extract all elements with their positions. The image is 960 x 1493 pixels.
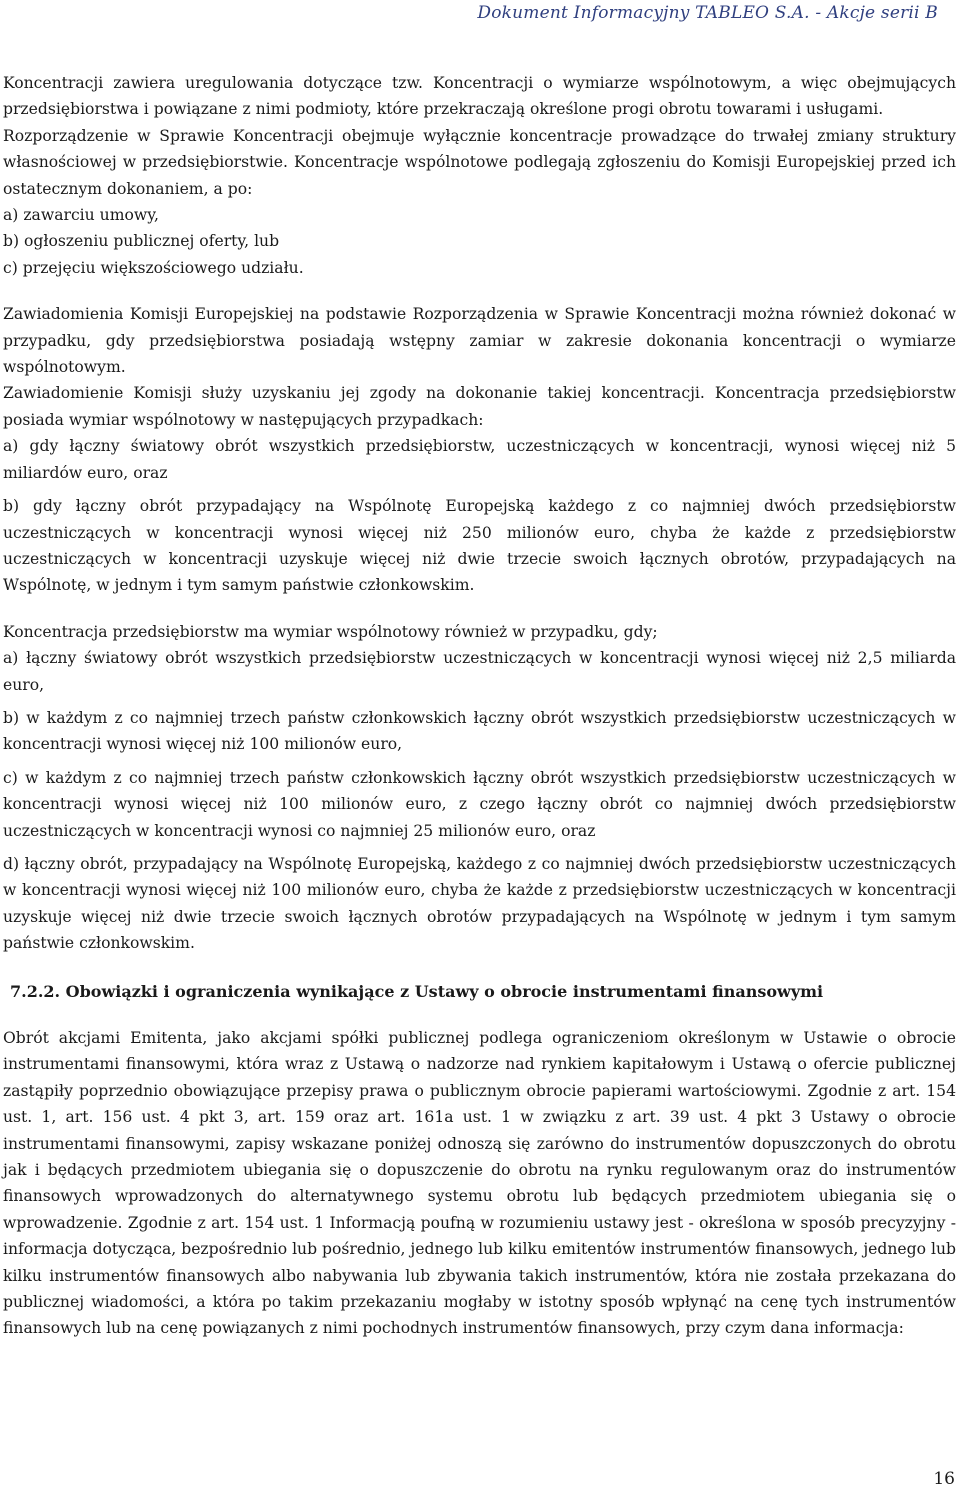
paragraph: Koncentracji zawiera uregulowania dotyczące tzw. Koncentracji o wymiarze wspólnotowym, a więc obejmujących przedsiębiorstwa i powiązane z nimi podmioty, które przekraczają określone progi obrotu towarami i usługami. bbox=[3, 74, 956, 119]
list-item: a) zawarciu umowy, bbox=[3, 206, 159, 225]
paragraph: Zawiadomienie Komisji służy uzyskaniu jej zgody na dokonanie takiej koncentracji. Koncentracja przedsiębiorstw posiada wymiar wspólnotowy w następujących przypadkach: bbox=[3, 384, 956, 429]
list-item: d) łączny obrót, przypadający na Wspólnotę Europejską, każdego z co najmniej dwóch przedsiębiorstw uczestniczących w koncentracji wynosi więcej niż 100 milionów euro, chyba że każde z przedsiębiorstw uczestniczących w koncentracji uzyskuje więcej niż dwie trzecie swoich łącznych obrotów przypadających na Wspólnotę w jednym i tym samym państwie członkowskim. bbox=[3, 854, 956, 953]
document-body bbox=[3, 70, 956, 1342]
list-item: c) przejęciu większościowego udziału. bbox=[3, 258, 304, 277]
document-header: Dokument Informacyjny TABLEO S.A. - Akcje serii B bbox=[477, 3, 938, 23]
paragraph: Rozporządzenie w Sprawie Koncentracji obejmuje wyłącznie koncentracje prowadzące do trwałej zmiany struktury własnościowej w przedsiębiorstwie. Koncentracje wspólnotowe podlegają zgłoszeniu do Komisji Europejskiej przed ich ostatecznym dokonaniem, a po: bbox=[3, 126, 956, 198]
paragraph: Zawiadomienia Komisji Europejskiej na podstawie Rozporządzenia w Sprawie Koncentracji można również dokonać w przypadku, gdy przedsiębiorstwa posiadają wstępny zamiar w zakresie dokonania koncentracji o wymiarze wspólnotowym. bbox=[3, 305, 956, 377]
page-number: 16 bbox=[933, 1469, 955, 1489]
section-heading: 7.2.2. Obowiązki i ograniczenia wynikające z Ustawy o obrocie instrumentami finansowymi bbox=[10, 981, 824, 1001]
list-item: b) w każdym z co najmniej trzech państw członkowskich łączny obrót wszystkich przedsiębiorstw uczestniczących w koncentracji wynosi więcej niż 100 milionów euro, bbox=[3, 708, 956, 754]
list-item: b) gdy łączny obrót przypadający na Wspólnotę Europejską każdego z co najmniej dwóch przedsiębiorstw uczestniczących w koncentracji wynosi więcej niż 250 milionów euro, chyba że każde z przedsiębiorstw uczestniczących w koncentracji uzyskuje więcej niż dwie trzecie swoich łącznych obrotów, przypadających na Wspólnotę, w jednym i tym samym państwie członkowskim. bbox=[3, 497, 956, 595]
list-item: b) ogłoszeniu publicznej oferty, lub bbox=[3, 232, 280, 251]
list-item: c) w każdym z co najmniej trzech państw członkowskich łączny obrót wszystkich przedsiębiorstw uczestniczących w koncentracji wynosi więcej niż 100 milionów euro, z czego łączny obrót co najmniej dwóch przedsiębiorstw uczestniczących w koncentracji wynosi co najmniej 25 milionów euro, oraz bbox=[3, 768, 956, 840]
paragraph: Obrót akcjami Emitenta, jako akcjami spółki publicznej podlega ograniczeniom określonym w Ustawie o obrocie instrumentami finansowymi, która wraz z Ustawą o nadzorze nad rynkiem kapitałowym i Ustawą o ofercie publicznej zastąpiły poprzednio obowiązujące przepisy prawa o publicznym obrocie papierami wartościowymi. Zgodnie z art. 154 ust. 1, art. 156 ust. 4 pkt 3, art. 159 oraz art. 161a ust. 1 w związku z art. 39 ust. 4 pkt 3 Ustawy o obrocie instrumentami finansowymi, zapisy wskazane poniżej odnoszą się zarówno do instrumentów dopuszczonych do obrotu jak i będących przedmiotem ubiegania się o dopuszczenie do obrotu na rynku regulowanym oraz do instrumentów finansowych wprowadzonych do alternatywnego systemu obrotu lub będących przedmiotem ubiegania się o wprowadzenie. Zgodnie z art. 154 ust. 1 Informacją poufną w rozumieniu ustawy jest - określona w sposób precyzyjny - informacja dotycząca, bezpośrednio lub pośrednio, jednego lub kilku emitentów instrumentów finansowych, jednego lub kilku instrumentów finansowych albo nabywania lub zbywania takich instrumentów, która nie została przekazana do publicznej wiadomości, a która po takim przekazaniu mogłaby w istotny sposób wpłynąć na cenę tych instrumentów finansowych lub na cenę powiązanych z nimi pochodnych instrumentów finansowych, przy czym dana informacja: bbox=[3, 1029, 956, 1338]
paragraph: Koncentracja przedsiębiorstw ma wymiar wspólnotowy również w przypadku, gdy; bbox=[3, 622, 658, 641]
list-item: a) łączny światowy obrót wszystkich przedsiębiorstw uczestniczących w koncentracji wynosi więcej niż 2,5 miliarda euro, bbox=[3, 649, 956, 694]
list-item: a) gdy łączny światowy obrót wszystkich przedsiębiorstw, uczestniczących w koncentracji, wynosi więcej niż 5 miliardów euro, oraz bbox=[3, 437, 956, 482]
